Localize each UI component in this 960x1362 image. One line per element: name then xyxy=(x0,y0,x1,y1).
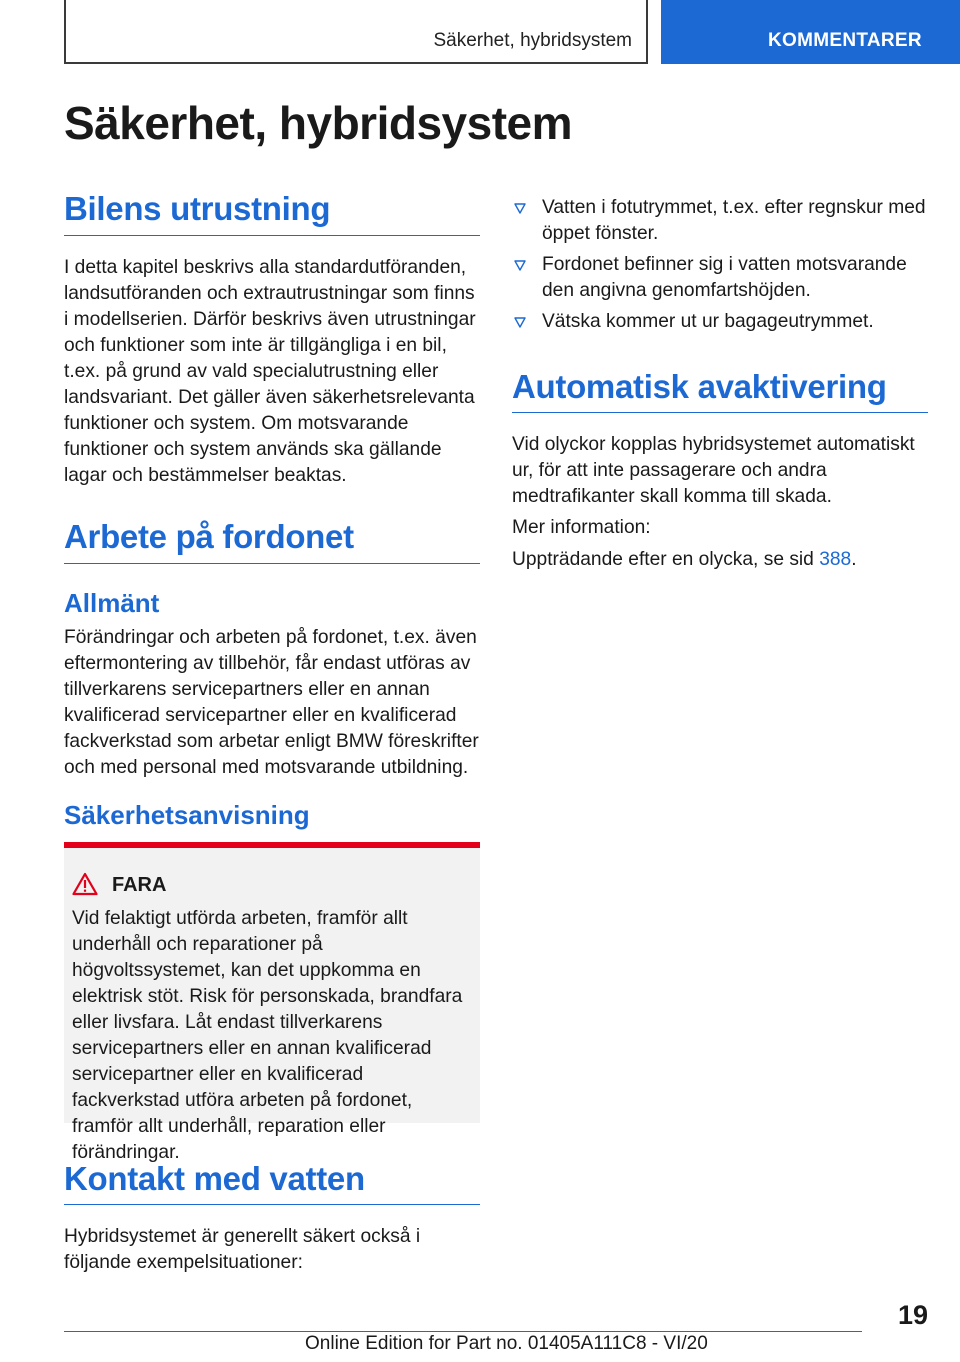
reference-end: . xyxy=(851,549,857,570)
heading-water: Kontakt med vatten xyxy=(64,1160,365,1197)
triangle-bullet-icon xyxy=(514,260,526,271)
deactivation-body: Vid olyckor kopplas hybridsystemet automatiskt ur, för att inte passagerare och andra medtrafikanter skall komma till skada. xyxy=(512,434,915,507)
heading-safety: Säkerhetsanvisning xyxy=(64,800,310,830)
list-item-text: Vätska kommer ut ur bagageutrymmet. xyxy=(542,311,874,332)
footer-rule xyxy=(64,1331,862,1332)
heading-general: Allmänt xyxy=(64,588,160,618)
list-item xyxy=(512,195,928,247)
heading-deactivation: Automatisk avaktivering xyxy=(512,368,887,405)
equipment-body: I detta kapitel beskrivs alla standardutföranden, landsutföranden och extrautrustningar som finns i modellserien. Därför beskrivs även utrustningar och funktioner som inte är tillgängliga i en bil, t.ex. på grund av vald specialutrustning eller landsvariant. Det gäller även säkerhetsrelevanta funktioner och system. Om motsvarande funktioner och system används ska gällande lagar och bestämmelser beaktas. xyxy=(64,257,476,486)
footer-edition: Online Edition for Part no. 01405A111C8 - VI/20 xyxy=(305,1333,708,1354)
water-body: Hybridsystemet är generellt säkert också i följande exempelsituationer: xyxy=(64,1226,421,1273)
page-number: 19 xyxy=(897,1300,928,1330)
triangle-bullet-icon xyxy=(514,203,526,214)
heading-work: Arbete på fordonet xyxy=(64,518,354,555)
triangle-bullet-icon xyxy=(514,317,526,328)
header-title-box xyxy=(64,0,648,64)
reference-line xyxy=(512,547,928,573)
list-item-text: Fordonet befinner sig i vatten motsvarande den angivna genomfartshöjden. xyxy=(542,254,907,301)
page-title: Säkerhet, hybridsystem xyxy=(64,97,573,149)
warning-triangle-icon xyxy=(72,872,98,896)
danger-warning-box xyxy=(64,842,480,1163)
heading-rule xyxy=(64,563,480,564)
heading-rule xyxy=(512,412,928,413)
heading-equipment: Bilens utrustning xyxy=(64,190,331,227)
list-item xyxy=(512,252,928,304)
list-item-text: Vatten i fotutrymmet, t.ex. efter regnskur med öppet fönster. xyxy=(542,197,926,244)
heading-rule xyxy=(64,1204,480,1205)
warning-body: Vid felaktigt utförda arbeten, framför allt underhåll och reparationer på högvoltssystemet, kan det uppkomma en elektrisk stöt. Risk för personskada, brandfara eller livsfara. Låt endast tillverkarens servicepartners eller en annan kvalificerad servicepartner eller en kvalificerad fackverkstad utföra arbeten på fordonet, framför allt underhåll, reparation eller förändringar. xyxy=(72,908,463,1163)
comments-tab[interactable]: KOMMENTARER xyxy=(661,0,960,64)
reference-text: Uppträdande efter en olycka, se sid xyxy=(512,549,820,570)
page-reference-link[interactable]: 388 xyxy=(819,549,852,570)
more-info-label: Mer information: xyxy=(512,517,651,538)
list-item xyxy=(512,309,928,335)
general-body: Förändringar och arbeten på fordonet, t.ex. även eftermontering av tillbehör, får endast utföras av tillverkarens servicepartners eller en annan kvalificerad servicepartner eller en kvalificerad fackverkstad som arbetar enligt BMW föreskrifter och med personal med motsvarande utbildning. xyxy=(64,627,479,778)
warning-label: FARA xyxy=(112,874,167,896)
header-title: Säkerhet, hybridsystem xyxy=(433,30,632,51)
heading-rule xyxy=(64,235,480,236)
water-bullet-list xyxy=(512,195,928,340)
